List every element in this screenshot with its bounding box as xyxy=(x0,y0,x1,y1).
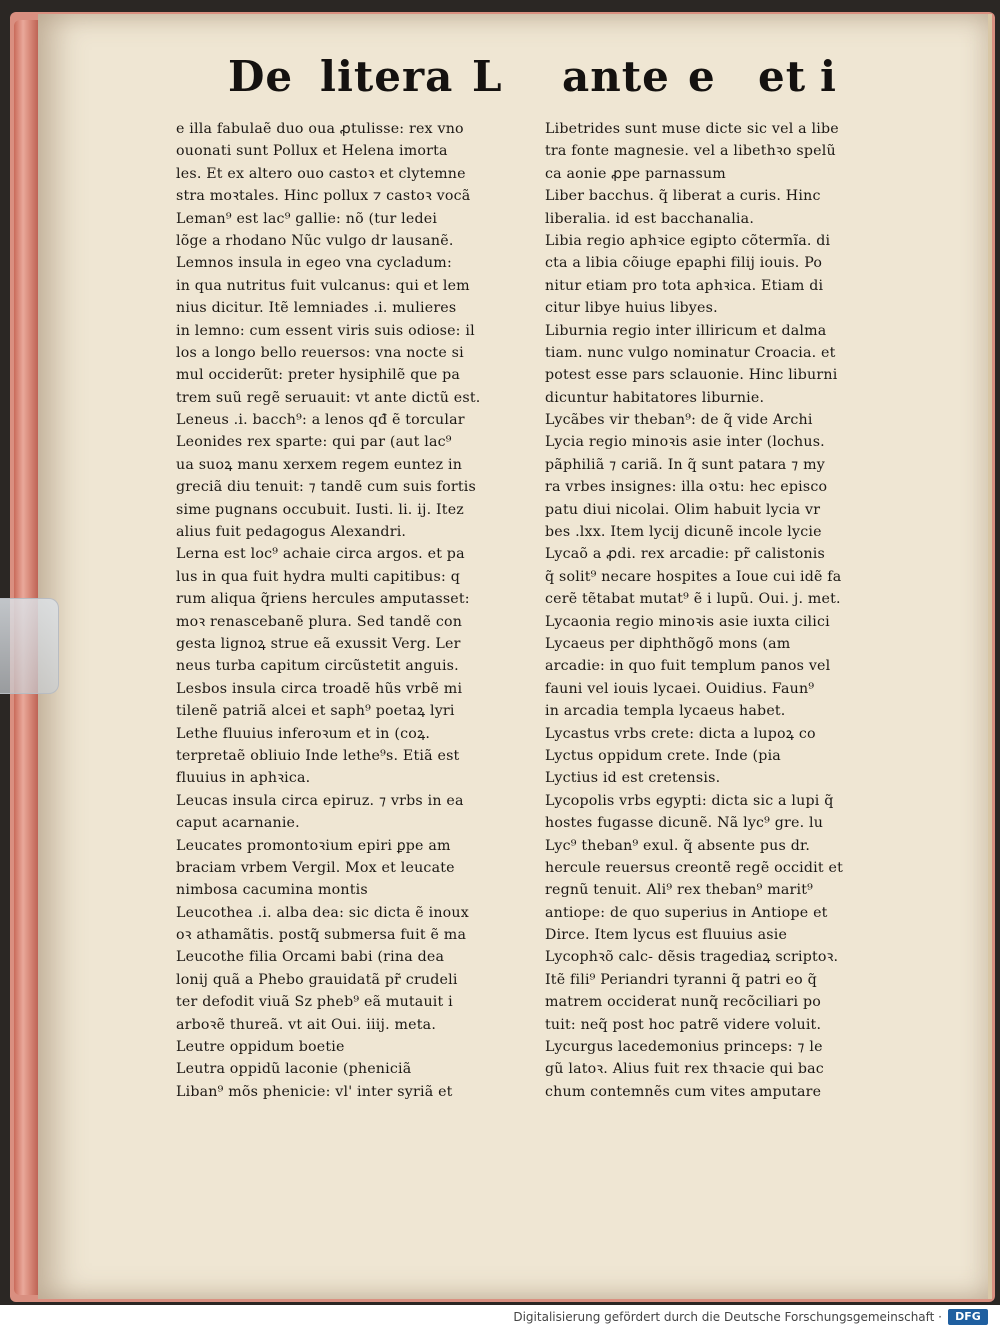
text-line: los a longo bello reuersos: vna nocte si xyxy=(176,344,464,361)
text-line: chum contemnẽs cum vites amputare xyxy=(545,1083,822,1100)
text-line: Leutra oppidũ laconie (pheniciã xyxy=(176,1061,412,1078)
text-line: Liban⁹ mõs phenicie: vl' inter syriã et xyxy=(176,1083,453,1100)
text-line: cta a libia cõiuge epaphi filij iouis. Po xyxy=(545,255,823,272)
text-line: Libetrides sunt muse dicte sic vel a libe xyxy=(545,121,839,137)
header-word: L xyxy=(472,52,503,101)
header-word: De xyxy=(228,52,294,101)
text-line: Leucothea .i. alba dea: sic dicta ẽ inoux xyxy=(176,904,469,921)
text-line: Lycaõ a ꝓdi. rex arcadie: pr̃ calistonis xyxy=(545,546,826,563)
text-line: greciã diu tenuit: ⁊ tandẽ cum suis fortis xyxy=(176,479,477,496)
text-line: ouonati sunt Pollux et Helena imorta xyxy=(176,143,448,160)
text-line: moꝛ renascebanẽ plura. Sed tandẽ con xyxy=(176,613,463,630)
text-line: Leonides rex sparte: qui par (aut lac⁹ xyxy=(176,434,452,451)
text-line: Leucas insula circa epiruz. ⁊ vrbs in ea xyxy=(176,792,464,809)
text-line: Lycastus vrbs crete: dicta a lupoꝝ co xyxy=(545,725,816,742)
text-line: Libia regio aphꝛice egipto cõtermĩa. di xyxy=(545,232,831,249)
text-line: Leucothe filia Orcami babi (rina dea xyxy=(176,949,445,966)
text-line: ra vrbes insignes: illa oꝛtu: hec episco xyxy=(545,479,828,496)
text-line: Lyctius id est cretensis. xyxy=(545,770,721,787)
page-clip xyxy=(0,598,59,694)
text-line: Lyctus oppidum crete. Inde (pia xyxy=(545,747,781,764)
left-column xyxy=(176,118,536,1103)
text-line: fauni vel iouis lycaei. Ouidius. Faun⁹ xyxy=(545,680,815,697)
text-line: hostes fugasse dicunẽ. Nã lyc⁹ gre. lu xyxy=(545,815,824,832)
text-line: alius fuit pedagogus Alexandri. xyxy=(176,524,407,541)
footer-credit: Digitalisierung gefördert durch die Deutsche Forschungsgemeinschaft · xyxy=(513,1310,942,1324)
text-line: matrem occiderat nunq̃ recõciliari po xyxy=(545,994,821,1011)
header-word: litera xyxy=(320,52,454,101)
text-line: Dirce. Item lycus est fluuius asie xyxy=(545,927,788,944)
text-line: tiam. nunc vulgo nominatur Croacia. et xyxy=(545,344,836,361)
right-column xyxy=(545,118,905,1103)
text-line: Lyc⁹ theban⁹ exul. q̃ absente pus dr. xyxy=(545,837,811,854)
text-line: lonij quã a Phebo grauidatã pr̃ crudeli xyxy=(176,971,458,988)
text-line: tilenẽ patriã alcei et saph⁹ poetaꝝ lyri xyxy=(176,703,455,720)
text-line: trem suũ regẽ seruauit: vt ante dictũ est. xyxy=(176,389,481,406)
text-line: arcadie: in quo fuit templum panos vel xyxy=(545,658,831,675)
text-line: Lycopolis vrbs egypti: dicta sic a lupi q̃ xyxy=(545,792,834,809)
text-line: hercule reuersus creontẽ regẽ occidit et xyxy=(545,859,844,876)
text-line: Itẽ fili⁹ Periandri tyranni q̃ patri eo q̃ xyxy=(545,971,817,988)
text-line: stra moꝛtales. Hinc pollux ⁊ castoꝛ vocã xyxy=(176,188,471,205)
text-line: cerẽ tẽtabat mutat⁹ ẽ i lupũ. Oui. j. met. xyxy=(545,591,841,608)
text-line: Lycia regio minoꝛis asie inter (lochus. xyxy=(545,434,825,451)
text-line: liberalia. id est bacchanalia. xyxy=(545,210,755,227)
text-line: Lycurgus lacedemonius princeps: ⁊ le xyxy=(545,1039,823,1056)
text-line: Lesbos insula circa troadẽ hũs vrbẽ mi xyxy=(176,680,463,697)
text-line: Lycophꝛõ calc- dẽsis tragediaꝝ scriptoꝛ. xyxy=(545,949,839,966)
text-line: nius dicitur. Itẽ lemniades .i. mulieres xyxy=(176,300,457,317)
header-word: e xyxy=(688,52,716,101)
text-line: pãphiliã ⁊ cariã. In q̃ sunt patara ⁊ my xyxy=(545,456,825,473)
text-line: terpretaẽ obliuio Inde lethe⁹s. Etiã est xyxy=(176,747,460,764)
text-line: sime pugnans occubuit. Iusti. li. ij. Itez xyxy=(176,501,464,518)
text-line: q̃ solit⁹ necare hospites a Ioue cui idẽ fa xyxy=(545,568,842,585)
text-line: Lerna est loc⁹ achaie circa argos. et pa xyxy=(176,546,465,563)
text-line: potest esse pars sclauonie. Hinc liburni xyxy=(545,367,838,384)
dfg-logo: DFG xyxy=(948,1309,988,1325)
text-line: dicuntur habitatores liburnie. xyxy=(545,389,765,406)
text-line: citur libye huius libyes. xyxy=(545,300,718,317)
text-line: rum aliqua q̃riens hercules amputasset: xyxy=(176,591,470,608)
text-line: Leucates promontoꝛium epiri ꝑpe am xyxy=(176,837,451,854)
text-line: patu diui nicolai. Olim habuit lycia vr xyxy=(545,501,821,518)
text-line: in arcadia templa lycaeus habet. xyxy=(545,703,786,720)
text-line: arboꝛẽ thureã. vt ait Oui. iiij. meta. xyxy=(176,1016,437,1033)
text-line: gesta lignoꝝ strue eã exussit Verg. Ler xyxy=(176,635,461,652)
text-line: fluuius in aphꝛica. xyxy=(176,770,311,787)
text-line: oꝛ athamãtis. postq̃ submersa fuit ẽ ma xyxy=(176,927,467,944)
text-line: Liburnia regio inter illiricum et dalma xyxy=(545,322,827,339)
text-line: lus in qua fuit hydra multi capitibus: q xyxy=(176,568,460,585)
text-line: mul occiderũt: preter hysiphilẽ que pa xyxy=(176,367,461,384)
text-line: ter defodit viuã Sz pheb⁹ eã mutauit i xyxy=(176,994,453,1011)
text-line: Leneus .i. bacch⁹: a lenos qđ ẽ torcular xyxy=(176,412,465,429)
text-line: Lycãbes vir theban⁹: de q̃ vide Archi xyxy=(545,412,813,429)
text-line: in lemno: cum essent viris suis odiose: il xyxy=(176,322,475,339)
text-line: bes .lxx. Item lycij dicunẽ incole lycie xyxy=(545,524,822,541)
text-line: Leutre oppidum boetie xyxy=(176,1039,345,1056)
text-line: caput acarnanie. xyxy=(176,815,300,832)
text-line: tra fonte magnesie. vel a libethꝛo spelũ xyxy=(545,143,836,160)
text-line: Lycaeus per diphthõgõ mons (am xyxy=(545,635,791,652)
header-word: i xyxy=(820,52,837,101)
text-line: tuit: neq̃ post hoc patrẽ videre voluit. xyxy=(545,1016,822,1033)
text-line: antiope: de quo superius in Antiope et xyxy=(545,904,828,921)
header-word: et xyxy=(758,52,807,101)
text-line: neus turba capitum circũstetit anguis. xyxy=(176,658,459,675)
text-line: les. Et ex altero ouo castoꝛ et clytemne xyxy=(176,165,466,182)
footer-bar xyxy=(0,1305,1000,1330)
header-word: ante xyxy=(562,52,670,101)
text-line: in qua nutritus fuit vulcanus: qui et lem xyxy=(176,277,470,294)
running-header xyxy=(210,42,850,112)
text-line: nitur etiam pro tota aphꝛica. Etiam di xyxy=(545,277,824,294)
text-line: Lemnos insula in egeo vna cycladum: xyxy=(176,255,452,272)
text-line: lõge a rhodano Nũc vulgo dr lausanẽ. xyxy=(176,232,454,249)
text-line: e illa fabulaẽ duo oua ꝓtulisse: rex vno xyxy=(176,121,464,137)
text-line: Lethe fluuius inferoꝛum et in (coꝝ. xyxy=(176,725,431,742)
text-line: Leman⁹ est lac⁹ gallie: nõ (tur ledei xyxy=(176,210,438,227)
text-line: gũ latoꝛ. Alius fuit rex thꝛacie qui bac xyxy=(545,1061,824,1078)
text-line: ua suoꝝ manu xerxem regem euntez in xyxy=(176,456,463,473)
text-line: ca aonie ꝓpe parnassum xyxy=(545,165,726,182)
text-line: regnũ tenuit. Ali⁹ rex theban⁹ marit⁹ xyxy=(545,882,814,899)
text-line: nimbosa cacumina montis xyxy=(176,882,368,899)
text-line: Lycaonia regio minoꝛis asie iuxta cilici xyxy=(545,613,830,630)
text-line: braciam vrbem Vergil. Mox et leucate xyxy=(176,859,455,876)
text-line: Liber bacchus. q̃ liberat a curis. Hinc xyxy=(545,188,821,205)
